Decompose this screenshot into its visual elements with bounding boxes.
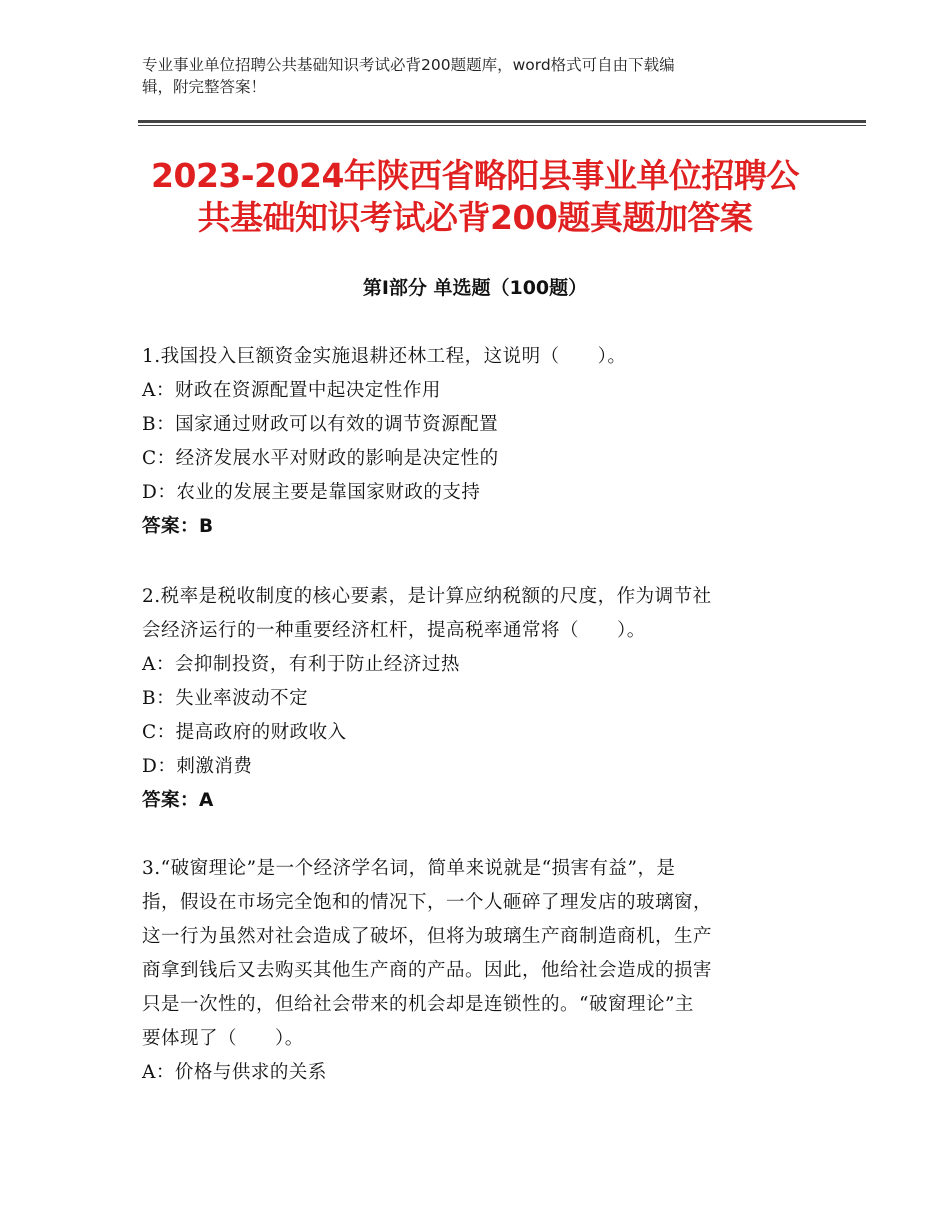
- option-b: B：失业率波动不定: [142, 688, 309, 709]
- question-3: [142, 852, 802, 1090]
- question-stem: 只是一次性的，但给社会带来的机会却是连锁性的。“破窗理论”主: [142, 994, 694, 1015]
- option-c: C：提高政府的财政收入: [142, 722, 347, 743]
- header-line: 辑，附完整答案！: [142, 78, 267, 96]
- question-stem: 商拿到钱后又去购买其他生产商的产品。因此，他给社会造成的损害: [142, 960, 713, 981]
- title-line: 2023-2024年陕西省略阳县事业单位招聘公: [151, 156, 799, 195]
- question-2: [142, 580, 802, 818]
- title-line: 共基础知识考试必背200题真题加答案: [197, 198, 753, 237]
- option-a: A：财政在资源配置中起决定性作用: [142, 380, 441, 401]
- header-divider-thin: [138, 125, 866, 126]
- answer: 答案：B: [142, 516, 214, 537]
- option-a: A：价格与供求的关系: [142, 1062, 327, 1083]
- question-stem: 3.“破窗理论”是一个经济学名词，简单来说就是“损害有益”，是: [142, 858, 676, 879]
- question-1: [142, 340, 802, 544]
- option-d: D：刺激消费: [142, 756, 253, 777]
- question-stem: 要体现了（ ）。: [142, 1028, 304, 1049]
- option-c: C：经济发展水平对财政的影响是决定性的: [142, 448, 499, 469]
- question-stem: 指，假设在市场完全饱和的情况下，一个人砸碎了理发店的玻璃窗，: [142, 892, 713, 913]
- question-stem: 2.税率是税收制度的核心要素，是计算应纳税额的尺度，作为调节社: [142, 586, 712, 607]
- header-line: 专业事业单位招聘公共基础知识考试必背200题题库，word格式可自由下载编: [142, 56, 675, 74]
- answer: 答案：A: [142, 790, 214, 811]
- document-title: [100, 155, 850, 239]
- question-stem: 1.我国投入巨额资金实施退耕还林工程，这说明（ ）。: [142, 346, 627, 367]
- header-divider-thick: [138, 120, 866, 123]
- option-d: D：农业的发展主要是靠国家财政的支持: [142, 482, 481, 503]
- question-stem: 会经济运行的一种重要经济杠杆，提高税率通常将（ ）。: [142, 620, 646, 641]
- question-stem: 这一行为虽然对社会造成了破坏，但将为玻璃生产商制造商机，生产: [142, 926, 713, 947]
- option-b: B：国家通过财政可以有效的调节资源配置: [142, 414, 499, 435]
- document-header: [142, 54, 792, 98]
- option-a: A：会抑制投资，有利于防止经济过热: [142, 654, 460, 675]
- section-heading: 第Ⅰ部分 单选题（100题）: [362, 277, 588, 299]
